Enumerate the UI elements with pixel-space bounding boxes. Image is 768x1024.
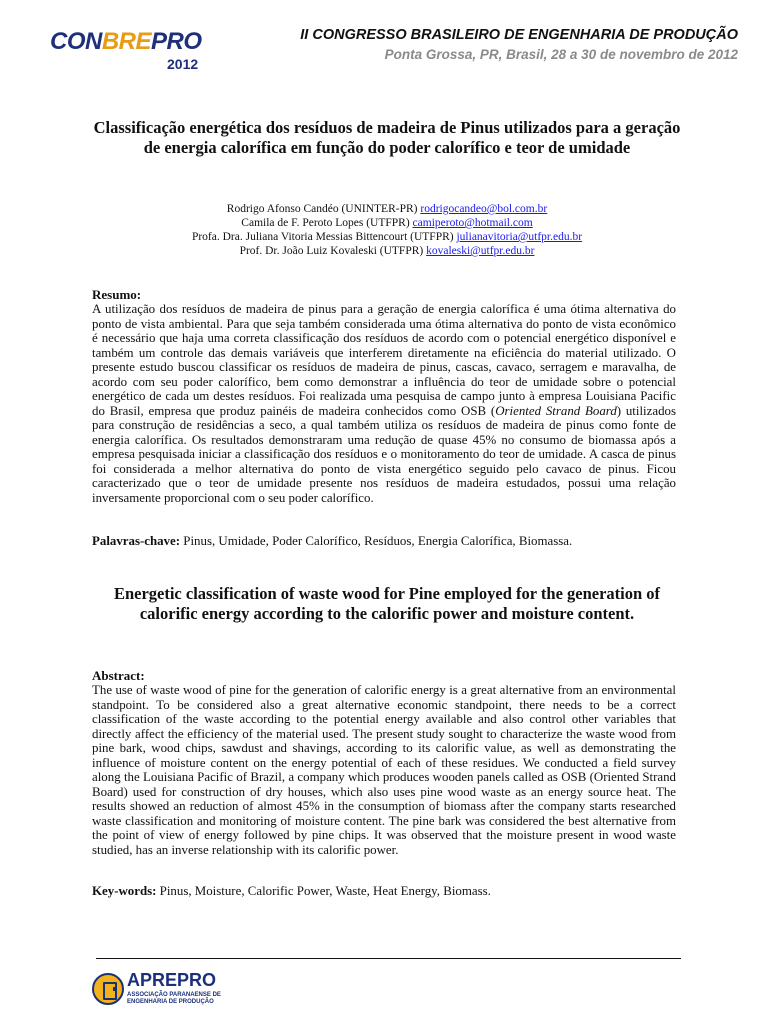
author-email-link[interactable]: camiperoto@hotmail.com	[412, 217, 533, 229]
resumo-heading: Resumo:	[92, 287, 142, 302]
author-line: Prof. Dr. João Luiz Kovaleski (UTFPR) kovaleski@utfpr.edu.br	[239, 245, 535, 257]
author-line: Rodrigo Afonso Candéo (UNINTER-PR) rodrigocandeo@bol.com.br	[226, 203, 548, 215]
logo-wordmark: CONBREPRO	[50, 28, 202, 55]
aprepro-seal-icon	[92, 973, 124, 1005]
author-email-link[interactable]: kovaleski@utfpr.edu.br	[426, 245, 535, 257]
aprepro-fullname: ASSOCIAÇÃO PARANAENSE DE ENGENHARIA DE PRODUÇÃO	[127, 992, 221, 1005]
page-header	[0, 0, 768, 80]
aprepro-logo	[92, 970, 292, 1014]
keywords-en: Key-words: Pinus, Moisture, Calorific Power, Waste, Heat Energy, Biomass.	[92, 884, 491, 898]
keywords-pt: Palavras-chave: Pinus, Umidade, Poder Calorífico, Resíduos, Energia Calorífica, Biomassa.	[92, 534, 573, 548]
author-list	[92, 202, 682, 258]
paper-title-pt: Classificação energética dos resíduos de madeira de Pinus utilizados para a geração de energia calorífica em função do poder calorífico e teor de umidade	[93, 118, 681, 157]
author-line: Camila de F. Peroto Lopes (UTFPR) camiperoto@hotmail.com	[241, 217, 533, 229]
footer-divider	[96, 958, 681, 959]
author-email-link[interactable]: rodrigocandeo@bol.com.br	[420, 203, 548, 215]
author-line: Profa. Dra. Juliana Vitoria Messias Bittencourt (UTFPR) julianavitoria@utfpr.edu.br	[191, 231, 583, 243]
resumo-body: A utilização dos resíduos de madeira de pinus para a geração de energia calorífica é uma ótima alternativa do ponto de vista ambiental. Para que seja também considerada uma ótima alternativa do ponto de vista econômico é necessário que haja uma correta classificação dos resíduos de acordo com o potencial energético disponível e também um controle das demais variáveis que interferem diretamente na eficiência do material utilizado. O presente estudo buscou classificar os resíduos de madeira de pinus, cascas, cavaco, serragem e maravalha, de acordo com seu poder calorífico, bem como demonstrar a influência do teor de umidade sobre o potencial energético de cada um destes resíduos. Foi realizada uma pesquisa de campo junto à empresa Louisiana Pacific do Brasil, empresa que produz painéis de madeira conhecidos como OSB (Oriented Strand Board) utilizados para construção de residências a seco, a qual também utiliza os resíduos de madeira de pinus como fonte de energia calorífica. Os resultados demonstraram uma redução de quase 45% no consumo de biomassa após a empresa pesquisada iniciar a classificação dos resíduos e o monitoramento do teor de umidade. A casca de pinus foi considerada a melhor alternativa do ponto de vista energético seguido pelo cavaco de pinus. Ficou caracterizado que o teor de umidade presente nos resíduos de madeira estudados, possui uma relação inversamente proporcional com o seu poder calorífico.	[92, 302, 676, 505]
aprepro-wordmark: APREPRO	[127, 970, 217, 990]
author-email-link[interactable]: julianavitoria@utfpr.edu.br	[456, 231, 583, 243]
abstract-heading: Abstract:	[92, 668, 145, 683]
logo-year: 2012	[167, 56, 199, 72]
conference-place-date: Ponta Grossa, PR, Brasil, 28 a 30 de novembro de 2012	[384, 47, 738, 62]
conbrepro-logo	[50, 28, 220, 78]
abstract-body: The use of waste wood of pine for the generation of calorific energy is a great alternative from an environmental standpoint. To be considered also a great alternative economic standpoint, there needs to be a correct classification of the waste according to the potential energy available and also control other variables that directly affect the efficiency of the material used. The present study sought to characterize the waste wood from pine bark, wood chips, sawdust and shavings, according to its calorific value, as well as demonstrating the influence of moisture content on the energy potential of each of these residues. We conducted a field survey along the Louisiana Pacific of Brazil, a company which produces wooden panels called as OSB (Oriented Strand Board) used for construction of dry houses, which also uses pine wood waste as an energy source heat. The results showed an reduction of almost 45% in the consumption of biomass after the company starts researched waste classification and monitoring of moisture content. The pine bark was considered the best alternative from the point of view of energy followed by pine chips. It was observed that the moisture present in wood waste studied, has an inverse relationship with its calorific power.	[92, 683, 676, 857]
conference-title: II CONGRESSO BRASILEIRO DE ENGENHARIA DE PRODUÇÃO	[300, 27, 738, 43]
paper-title-en: Energetic classification of waste wood for Pine employed for the generation of calorific energy according to the calorific power and moisture content.	[113, 584, 661, 623]
